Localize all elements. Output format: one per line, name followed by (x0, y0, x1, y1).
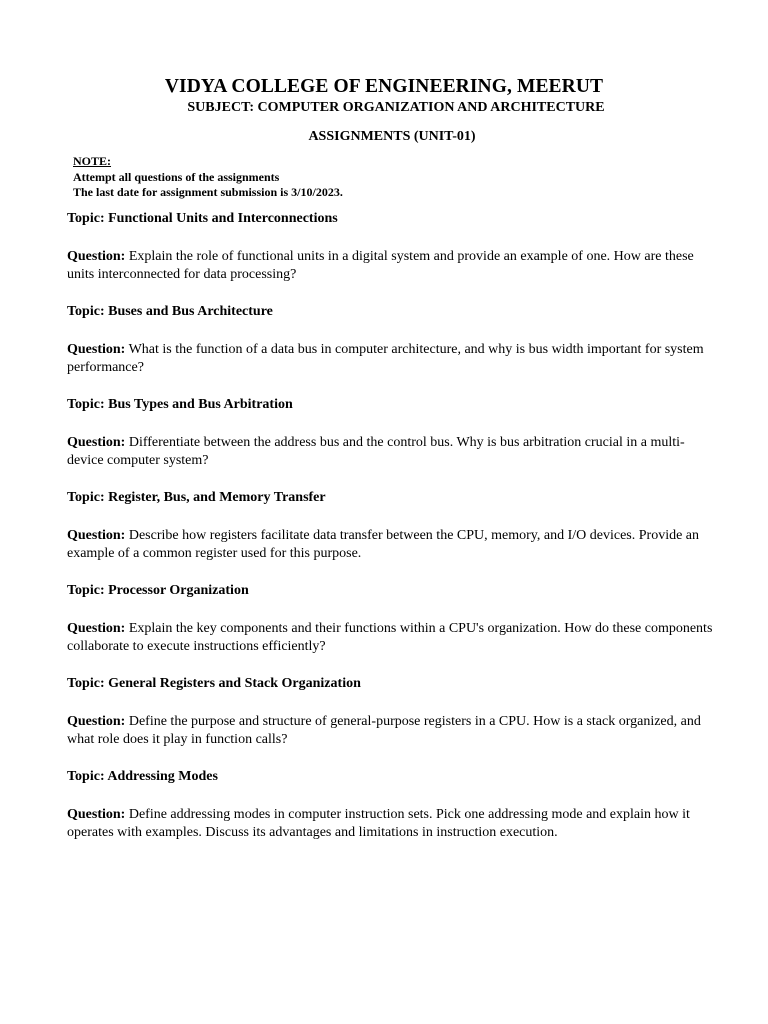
assignment-section (67, 489, 717, 562)
note-block (73, 154, 343, 201)
question-label: Question: (67, 435, 126, 450)
question-label: Question: (67, 528, 126, 543)
assignment-section (67, 675, 717, 748)
question-body: Explain the role of functional units in a digital system and provide an example of one. How are these units interconnected for data processing? (67, 249, 694, 282)
question-text (67, 806, 717, 841)
topic-heading: Topic: Functional Units and Interconnections (67, 211, 338, 226)
question-text (67, 341, 717, 376)
question-body: Differentiate between the address bus and the control bus. Why is bus arbitration crucial in a multi-device computer system? (67, 435, 685, 468)
topic-heading: Topic: General Registers and Stack Organization (67, 676, 361, 691)
question-body: Define addressing modes in computer instruction sets. Pick one addressing mode and explain how it operates with examples. Discuss its advantages and limitations in instruction execution. (67, 807, 690, 840)
assignment-section (67, 210, 717, 283)
topic-heading: Topic: Buses and Bus Architecture (67, 304, 273, 319)
question-label: Question: (67, 621, 126, 636)
topic-heading: Topic: Bus Types and Bus Arbitration (67, 397, 293, 412)
topic-heading: Topic: Addressing Modes (67, 769, 218, 784)
question-body: Explain the key components and their functions within a CPU's organization. How do these components collaborate to execute instructions efficiently? (67, 621, 713, 654)
question-body: Describe how registers facilitate data transfer between the CPU, memory, and I/O devices. Provide an example of a common register used for this purpose. (67, 528, 700, 561)
note-label: NOTE: (73, 154, 112, 168)
question-text (67, 527, 717, 562)
note-line: Attempt all questions of the assignments (73, 169, 280, 184)
assignments-heading: ASSIGNMENTS (UNIT-01) (308, 129, 476, 144)
assignment-section (67, 768, 717, 841)
topic-heading: Topic: Register, Bus, and Memory Transfer (67, 490, 326, 505)
question-text (67, 434, 717, 469)
assignment-list (67, 210, 717, 841)
topic-heading: Topic: Processor Organization (67, 583, 249, 598)
assignment-section (67, 582, 717, 655)
assignment-section (67, 303, 717, 376)
question-body: Define the purpose and structure of general-purpose registers in a CPU. How is a stack organized, and what role does it play in function calls? (67, 714, 701, 747)
question-body: What is the function of a data bus in computer architecture, and why is bus width important for system performance? (67, 342, 704, 375)
college-title: VIDYA COLLEGE OF ENGINEERING, MEERUT (164, 76, 604, 97)
question-text (67, 713, 717, 748)
question-text (67, 248, 717, 283)
question-label: Question: (67, 714, 126, 729)
question-label: Question: (67, 249, 126, 264)
question-label: Question: (67, 807, 126, 822)
note-line: The last date for assignment submission is 3/10/2023. (73, 185, 343, 199)
subject-heading: SUBJECT: COMPUTER ORGANIZATION AND ARCHITECTURE (187, 100, 605, 115)
assignment-section (67, 396, 717, 469)
question-text (67, 620, 717, 655)
question-label: Question: (67, 342, 126, 357)
